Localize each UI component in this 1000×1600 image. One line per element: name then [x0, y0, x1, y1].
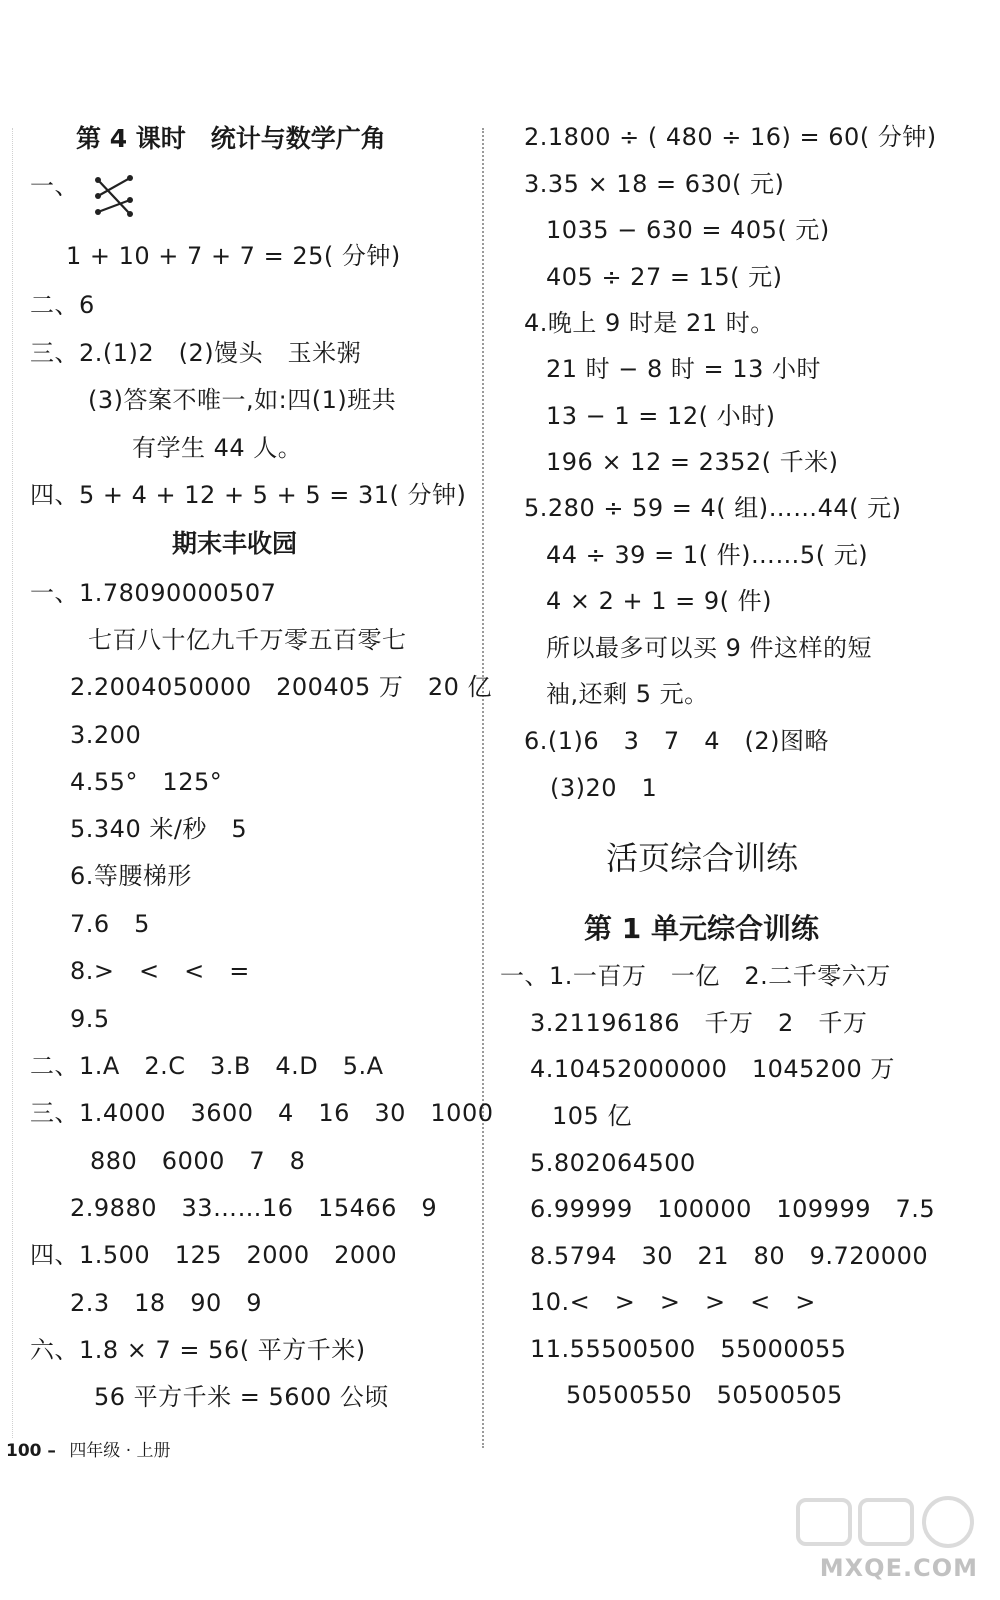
matching-lines-icon	[90, 170, 140, 220]
answer-line: 三、1.4000 3600 4 16 30 1000	[30, 1099, 494, 1127]
answer-line: 56 平方千米 = 5600 公顷	[94, 1383, 389, 1411]
answer-line: 21 时 − 8 时 = 13 小时	[546, 355, 821, 383]
answer-line: 5.280 ÷ 59 = 4( 组)……44( 元)	[524, 494, 902, 522]
page-footer	[6, 1436, 171, 1461]
section-title: 活页综合训练	[606, 839, 799, 877]
answer-line: 四、1.500 125 2000 2000	[30, 1241, 398, 1269]
margin-line	[12, 128, 13, 1438]
answer-line: 105 亿	[552, 1102, 632, 1130]
answer-line: 有学生 44 人。	[132, 434, 303, 462]
answer-line: (3)答案不唯一,如:四(1)班共	[88, 386, 397, 414]
answer-line: 3.21196186 千万 2 千万	[530, 1009, 868, 1037]
answer-line: 3.200	[70, 721, 142, 749]
answer-line: 7.6 5	[70, 910, 150, 938]
answer-line: 袖,还剩 5 元。	[546, 680, 709, 708]
answer-line: 13 − 1 = 12( 小时)	[546, 402, 776, 430]
answer-line: 11.55500500 55000055	[530, 1335, 847, 1363]
answer-line: 405 ÷ 27 = 15( 元)	[546, 263, 783, 291]
answer-line: 一、1.78090000507	[30, 579, 277, 607]
answer-line: 50500550 50500505	[566, 1381, 843, 1409]
answer-line: 一、1.一百万 一亿 2.二千零六万	[500, 962, 891, 990]
answer-line: 196 × 12 = 2352( 千米)	[546, 448, 839, 476]
answer-line: 4.55° 125°	[70, 768, 223, 796]
answer-line: 5.802064500	[530, 1149, 696, 1177]
answer-line: 9.5	[70, 1005, 110, 1033]
column-divider	[482, 128, 484, 1448]
answer-line: 六、1.8 × 7 = 56( 平方千米)	[30, 1336, 366, 1364]
answer-line: 880 6000 7 8	[90, 1147, 306, 1175]
answer-line: 5.340 米/秒 5	[70, 815, 248, 843]
answer-line: 6.99999 100000 109999 7.5	[530, 1195, 936, 1223]
answer-line: 8.> < < =	[70, 957, 250, 985]
grade-label: 四年级 · 上册	[69, 1441, 171, 1461]
answer-line: 44 ÷ 39 = 1( 件)……5( 元)	[546, 541, 869, 569]
watermark-text: MXQE.COM	[819, 1554, 978, 1582]
answer-line: 所以最多可以买 9 件这样的短	[546, 634, 873, 662]
answer-line: 2.2004050000 200405 万 20 亿	[70, 673, 493, 701]
answer-line: 4.晚上 9 时是 21 时。	[524, 309, 775, 337]
answer-line: 二、6	[30, 291, 95, 319]
answer-line: 8.5794 30 21 80 9.720000	[530, 1242, 929, 1270]
answer-line: 七百八十亿九千万零五百零七	[88, 626, 407, 654]
answer-line: 四、5 + 4 + 12 + 5 + 5 = 31( 分钟)	[30, 481, 467, 509]
answer-line: 2.1800 ÷ ( 480 ÷ 16) = 60( 分钟)	[524, 123, 937, 151]
answer-line: (3)20 1	[550, 774, 658, 802]
answer-line: 2.9880 33……16 15466 9	[70, 1194, 438, 1222]
answer-line: 三、2.(1)2 (2)馒头 玉米粥	[30, 339, 362, 367]
lesson-heading: 第 4 课时 统计与数学广角	[76, 124, 386, 153]
answer-line: 二、1.A 2.C 3.B 4.D 5.A	[30, 1052, 384, 1080]
answer-line: 1035 − 630 = 405( 元)	[546, 216, 830, 244]
answer-line: 2.3 18 90 9	[70, 1289, 263, 1317]
answer-line: 6.等腰梯形	[70, 862, 192, 890]
answer-line: 10.< > > > < >	[530, 1288, 816, 1316]
answer-line: 3.35 × 18 = 630( 元)	[524, 170, 785, 198]
answer-line: 4 × 2 + 1 = 9( 件)	[546, 587, 773, 615]
answer-line: 4.10452000000 1045200 万	[530, 1055, 895, 1083]
page-number: 100 –	[6, 1441, 56, 1461]
answer-line: 6.(1)6 3 7 4 (2)图略	[524, 727, 829, 755]
section-heading: 期末丰收园	[172, 529, 298, 558]
answer-line: 一、	[30, 172, 79, 200]
unit-heading: 第 1 单元综合训练	[584, 912, 819, 945]
answer-line: 1 + 10 + 7 + 7 = 25( 分钟)	[66, 242, 401, 270]
